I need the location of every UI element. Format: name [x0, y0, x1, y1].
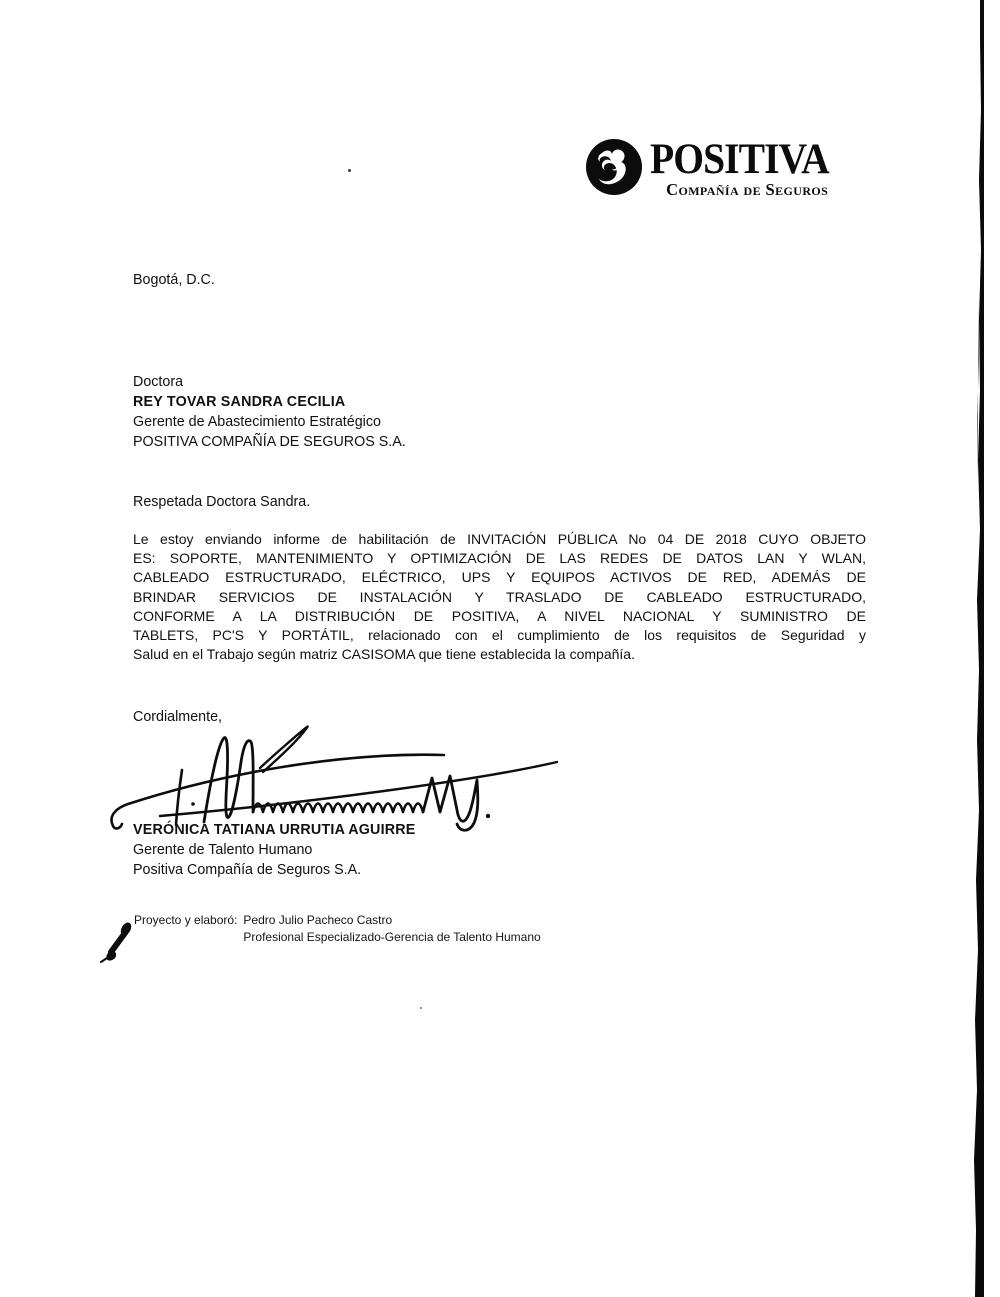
body-line: TABLETS, PC'S Y PORTÁTIL, relacionado con el cumplimiento de los requisitos de Seguridad y — [133, 627, 866, 644]
body-line: CONFORME A LA DISTRIBUCIÓN DE POSITIVA, A NIVEL NACIONAL Y SUMINISTRO DE — [133, 607, 866, 624]
closing-line: Cordialmente, — [133, 709, 222, 725]
recipient-title: Doctora — [133, 374, 184, 390]
body-line: BRINDAR SERVICIOS DE INSTALACIÓN Y TRASLADO DE CABLEADO ESTRUCTURADO, — [133, 588, 866, 605]
scan-speck — [420, 1007, 422, 1009]
scan-artifact-bar — [970, 0, 986, 1297]
recipient-company: POSITIVA COMPAÑÍA DE SEGUROS S.A. — [133, 434, 406, 450]
scan-speck — [348, 169, 351, 172]
body-line: Salud en el Trabajo según matriz CASISOMA que tiene establecida la compañía. — [133, 646, 635, 663]
greeting-line: Respetada Doctora Sandra. — [133, 494, 311, 510]
pen-mark — [98, 916, 144, 964]
logo-brand-text: POSITIVA — [650, 136, 829, 183]
signer-name: VERÓNICA TATIANA URRUTIA AGUIRRE — [133, 822, 416, 838]
letter-body — [133, 530, 866, 664]
signer-block — [133, 820, 416, 880]
body-line: CABLEADO ESTRUCTURADO, ELÉCTRICO, UPS Y EQUIPOS ACTIVOS DE RED, ADEMÁS DE — [133, 569, 866, 586]
logo-tagline-text: Compañía de Seguros — [666, 180, 829, 199]
recipient-name: REY TOVAR SANDRA CECILIA — [133, 394, 346, 410]
signer-role: Gerente de Talento Humano — [133, 842, 313, 858]
signer-company: Positiva Compañía de Seguros S.A. — [133, 862, 362, 878]
recipient-block — [133, 372, 406, 452]
prepared-by-label: Proyecto y elaboró: — [134, 913, 238, 927]
prepared-by-name: Pedro Julio Pacheco Castro — [243, 913, 393, 927]
prepared-by-role: Profesional Especializado-Gerencia de Talento Humano — [243, 929, 541, 944]
prepared-by-value — [243, 912, 540, 945]
positiva-swirl-logo-icon — [584, 137, 644, 197]
recipient-role: Gerente de Abastecimiento Estratégico — [133, 414, 381, 430]
company-logo — [584, 137, 844, 200]
body-line: Le estoy enviando informe de habilitación de INVITACIÓN PÚBLICA No 04 DE 2018 CUYO OBJETO — [133, 531, 866, 547]
city-date-line: Bogotá, D.C. — [133, 272, 215, 288]
prepared-by-footer — [134, 912, 541, 945]
body-line: ES: SOPORTE, MANTENIMIENTO Y OPTIMIZACIÓN DE LAS REDES DE DATOS LAN Y WLAN, — [133, 550, 866, 567]
